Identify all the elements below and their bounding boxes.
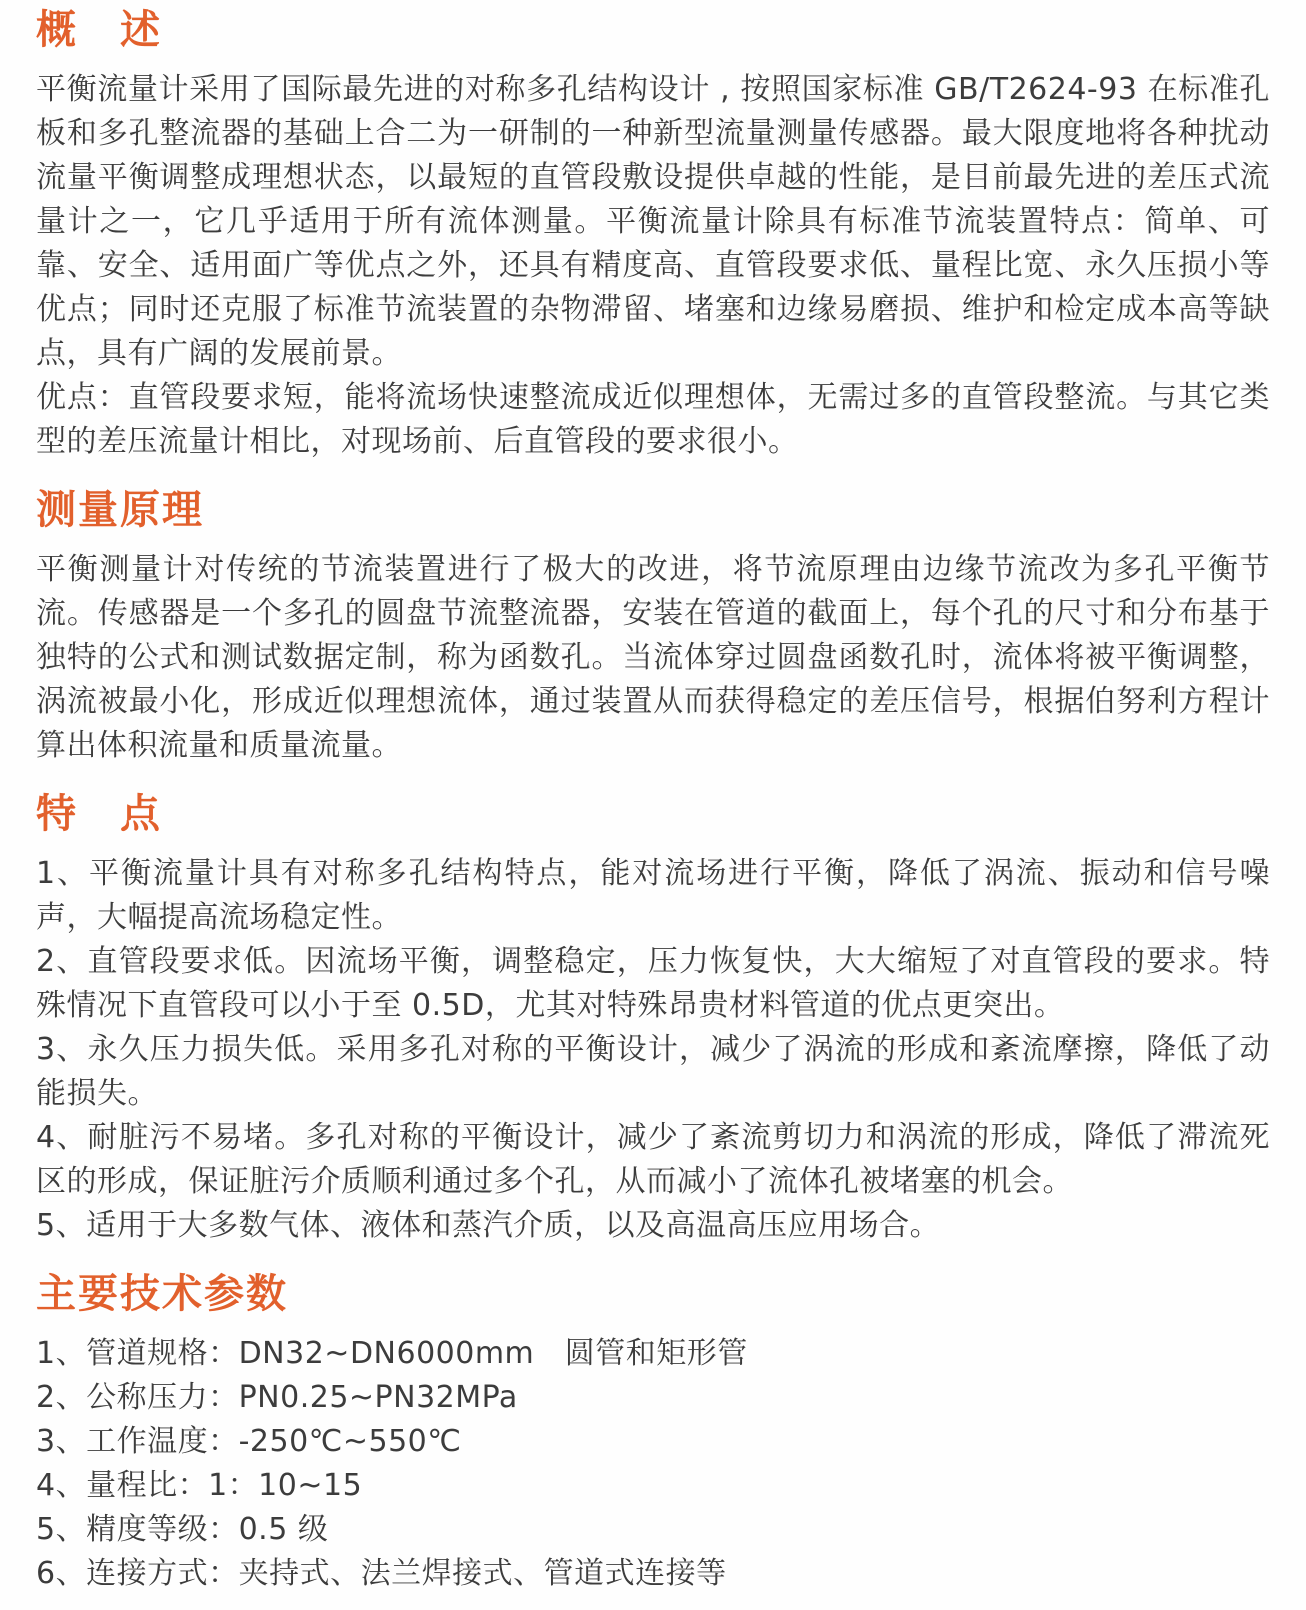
section-technical-parameters (36, 1272, 1270, 1596)
section-measurement-principle (36, 488, 1270, 768)
technical-parameters-heading: 主要技术参数 (36, 1271, 288, 1317)
feature-item-2: 2、直管段要求低。因流场平衡，调整稳定，压力恢复快，大大缩短了对直管段的要求。特殊情况下直管段可以小于至 0.5D，尤其对特殊昂贵材料管道的优点更突出。 (36, 944, 1270, 1023)
overview-paragraph-main: 平衡流量计采用了国际最先进的对称多孔结构设计 , 按照国家标准 GB/T2624-93 在标准孔板和多孔整流器的基础上合二为一研制的一种新型流量测量传感器。最大限度地将各种扰动流量平衡调整成理想状态，以最短的直管段敷设提供卓越的性能，是目前最先进的差压式流量计之一，它几乎适用于所有流体测量。平衡流量计除具有标准节流装置特点：简单、可靠、安全、适用面广等优点之外，还具有精度高、直管段要求低、量程比宽、永久压损小等优点；同时还克服了标准节流装置的杂物滞留、堵塞和边缘易磨损、维护和检定成本高等缺点，具有广阔的发展前景。 (36, 72, 1270, 371)
feature-item-1: 1、平衡流量计具有对称多孔结构特点，能对流场进行平衡，降低了涡流、振动和信号噪声，大幅提高流场稳定性。 (36, 856, 1270, 935)
section-features (36, 792, 1270, 1248)
feature-item-5: 5、适用于大多数气体、液体和蒸汽介质，以及高温高压应用场合。 (36, 1208, 941, 1243)
feature-item-3: 3、永久压力损失低。采用多孔对称的平衡设计，减少了涡流的形成和紊流摩擦，降低了动能损失。 (36, 1032, 1270, 1111)
tech-param-working-temperature: 3、工作温度：-250℃~550℃ (36, 1424, 462, 1459)
tech-param-pipe-size: 1、管道规格：DN32~DN6000mm 圆管和矩形管 (36, 1336, 748, 1371)
overview-heading: 概 述 (36, 7, 162, 53)
overview-paragraph-advantage: 优点：直管段要求短，能将流场快速整流成近似理想体，无需过多的直管段整流。与其它类型的差压流量计相比，对现场前、后直管段的要求很小。 (36, 380, 1270, 459)
section-overview (36, 8, 1270, 464)
tech-param-turndown-ratio: 4、量程比：1：10~15 (36, 1468, 363, 1503)
features-heading: 特 点 (36, 791, 162, 837)
tech-param-accuracy-class: 5、精度等级：0.5 级 (36, 1512, 329, 1547)
measurement-principle-heading: 测量原理 (36, 487, 204, 533)
measurement-principle-paragraph: 平衡测量计对传统的节流装置进行了极大的改进，将节流原理由边缘节流改为多孔平衡节流。传感器是一个多孔的圆盘节流整流器，安装在管道的截面上，每个孔的尺寸和分布基于独特的公式和测试数据定制，称为函数孔。当流体穿过圆盘函数孔时，流体将被平衡调整，涡流被最小化，形成近似理想流体，通过装置从而获得稳定的差压信号，根据伯努利方程计算出体积流量和质量流量。 (36, 552, 1270, 763)
feature-item-4: 4、耐脏污不易堵。多孔对称的平衡设计，减少了紊流剪切力和涡流的形成，降低了滞流死区的形成，保证脏污介质顺利通过多个孔，从而减小了流体孔被堵塞的机会。 (36, 1120, 1270, 1199)
tech-param-nominal-pressure: 2、公称压力：PN0.25~PN32MPa (36, 1380, 518, 1415)
tech-param-connection-type: 6、连接方式：夹持式、法兰焊接式、管道式连接等 (36, 1556, 727, 1591)
